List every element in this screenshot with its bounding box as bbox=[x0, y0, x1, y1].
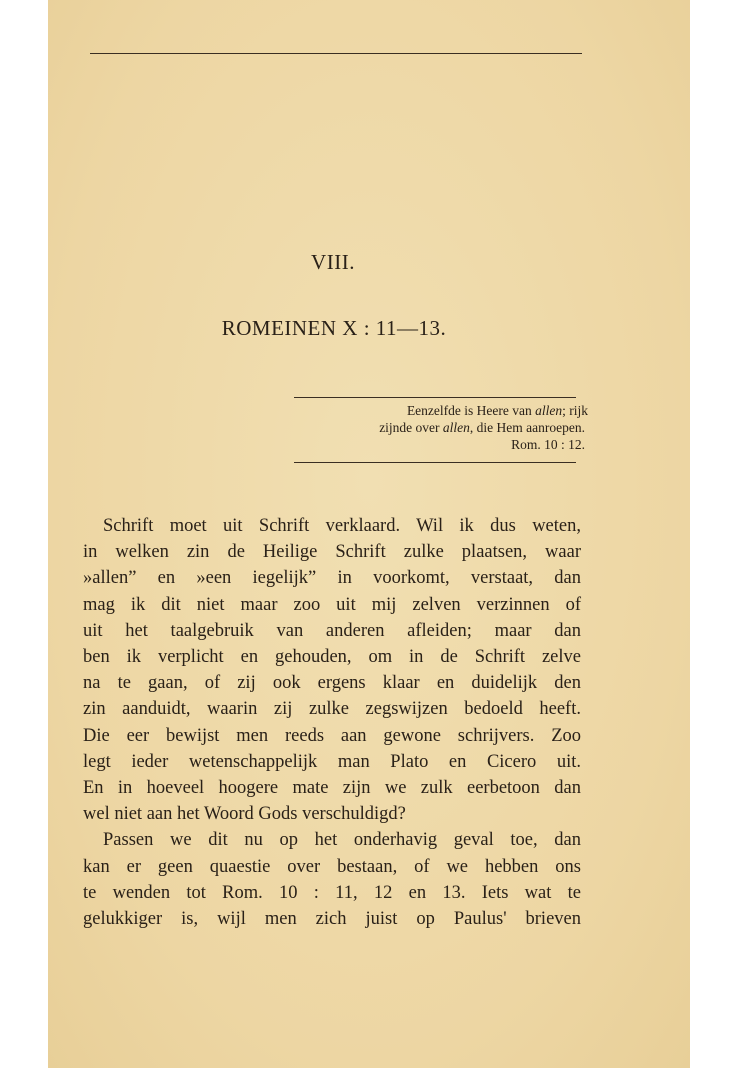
body-line: Schrift moet uit Schrift verklaard. Wil ik dus weten, bbox=[103, 516, 581, 536]
epigraph-line-2: zijnde over allen, die Hem aanroepen. bbox=[379, 420, 585, 435]
body-line: gelukkiger is, wijl men zich juist op Paulus' brieven bbox=[83, 909, 581, 930]
body-line: »allen” en »een iegelijk” in voorkomt, verstaat, dan bbox=[83, 568, 581, 589]
epigraph-line-1: Eenzelfde is Heere van allen; rijk bbox=[406, 403, 588, 418]
epigraph bbox=[294, 398, 588, 453]
epigraph-reference: Rom. 10 : 12. bbox=[511, 437, 585, 452]
body-line: wel niet aan het Woord Gods verschuldigd? bbox=[83, 804, 406, 825]
body-line: uit het taalgebruik van anderen afleiden; maar dan bbox=[83, 620, 581, 641]
chapter-number: VIII. bbox=[311, 250, 355, 274]
body-line: En in hoeveel hoogere mate zijn we zulk eerbetoon dan bbox=[83, 778, 581, 799]
body-line: ben ik verplicht en gehouden, om in de Schrift zelve bbox=[83, 647, 581, 668]
body-line: Die eer bewijst men reeds aan gewone schrijvers. Zoo bbox=[83, 725, 581, 746]
body-line: zin aanduidt, waarin zij zulke zegswijzen bedoeld heeft. bbox=[83, 699, 581, 720]
chapter-title: ROMEINEN X : 11—13. bbox=[221, 316, 447, 340]
body-text bbox=[83, 513, 581, 932]
body-line: Passen we dit nu op het onderhavig geval toe, dan bbox=[103, 830, 581, 851]
body-line: na te gaan, of zij ook ergens klaar en duidelijk den bbox=[83, 673, 581, 694]
body-line: kan er geen quaestie over bestaan, of we hebben ons bbox=[83, 856, 581, 877]
epigraph-rule-bottom bbox=[294, 462, 576, 463]
body-line: legt ieder wetenschappelijk man Plato en Cicero uit. bbox=[83, 751, 581, 772]
body-line: te wenden tot Rom. 10 : 11, 12 en 13. Iets wat te bbox=[83, 882, 581, 903]
body-line: mag ik dit niet maar zoo uit mij zelven verzinnen of bbox=[83, 594, 581, 615]
body-line: in welken zin de Heilige Schrift zulke plaatsen, waar bbox=[83, 542, 581, 563]
book-page bbox=[48, 0, 690, 1068]
header-rule bbox=[90, 53, 582, 54]
